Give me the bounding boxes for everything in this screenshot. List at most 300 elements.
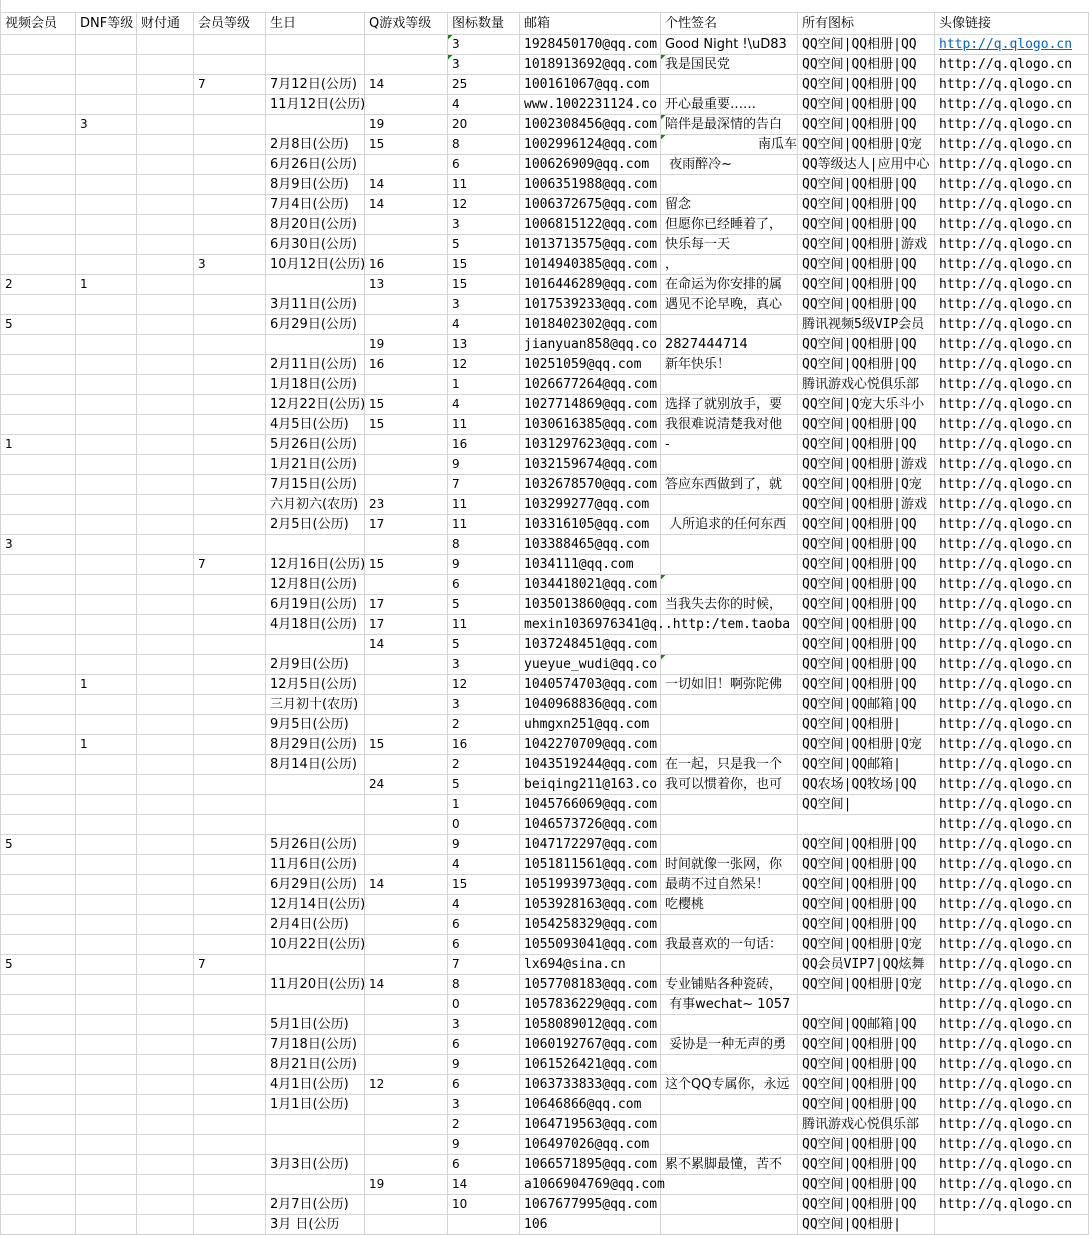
cell-icon-count[interactable]: 8 (448, 134, 520, 154)
cell-all-icons[interactable]: QQ空间|QQ相册|QQ (798, 1134, 935, 1154)
cell-icon-count[interactable]: 5 (448, 234, 520, 254)
cell-all-icons[interactable]: QQ空间|QQ相册|QQ (798, 1034, 935, 1054)
cell-icon-count[interactable]: 12 (448, 194, 520, 214)
cell-icon-count[interactable]: 9 (448, 1054, 520, 1074)
cell-birthday[interactable] (266, 334, 365, 354)
cell-avatar-link[interactable]: http://q.qlogo.cn (935, 314, 1089, 334)
cell-email[interactable]: 103388465@qq.com (520, 534, 661, 554)
cell-all-icons[interactable]: QQ空间|QQ相册|QQ (798, 514, 935, 534)
cell-email[interactable]: 1040968836@qq.com (520, 694, 661, 714)
cell-all-icons[interactable]: QQ空间|QQ相册|QQ (798, 654, 935, 674)
cell-video-vip[interactable] (1, 994, 76, 1014)
cell-all-icons[interactable]: QQ空间|QQ相册|QQ (798, 1154, 935, 1174)
cell-icon-count[interactable]: 4 (448, 314, 520, 334)
cell-icon-count[interactable]: 3 (448, 214, 520, 234)
cell-dnf-level[interactable] (76, 714, 137, 734)
cell-all-icons[interactable]: QQ空间|QQ相册|游戏 (798, 494, 935, 514)
cell-video-vip[interactable]: 3 (1, 534, 76, 554)
cell-avatar-link[interactable]: http://q.qlogo.cn (935, 774, 1089, 794)
cell-signature[interactable]: 吃樱桃 (661, 894, 798, 914)
cell-avatar-link[interactable]: http://q.qlogo.cn (935, 474, 1089, 494)
cell-all-icons[interactable]: 腾讯视频5级VIP会员 (798, 314, 935, 334)
cell-vip-level[interactable] (194, 54, 266, 74)
column-header-birthday[interactable]: 生日 (266, 12, 365, 34)
cell-avatar-link[interactable]: http://q.qlogo.cn (935, 954, 1089, 974)
cell-video-vip[interactable] (1, 414, 76, 434)
cell-signature[interactable]: 开心最重要…… (661, 94, 798, 114)
cell-birthday[interactable]: 8月14日(公历) (266, 754, 365, 774)
cell-birthday[interactable]: 2月11日(公历) (266, 354, 365, 374)
cell-tenpay[interactable] (137, 1214, 194, 1234)
cell-vip-level[interactable] (194, 214, 266, 234)
cell-dnf-level[interactable] (76, 614, 137, 634)
cell-vip-level[interactable] (194, 1134, 266, 1154)
cell-vip-level[interactable] (194, 134, 266, 154)
cell-dnf-level[interactable]: 1 (76, 274, 137, 294)
cell-qgame-level[interactable] (365, 1134, 448, 1154)
cell-icon-count[interactable]: 4 (448, 854, 520, 874)
cell-video-vip[interactable] (1, 134, 76, 154)
column-header-vip-level[interactable]: 会员等级 (194, 12, 266, 34)
cell-qgame-level[interactable] (365, 714, 448, 734)
cell-dnf-level[interactable] (76, 814, 137, 834)
cell-birthday[interactable]: 7月4日(公历) (266, 194, 365, 214)
cell-qgame-level[interactable] (365, 894, 448, 914)
cell-vip-level[interactable] (194, 1194, 266, 1214)
cell-tenpay[interactable] (137, 494, 194, 514)
cell-icon-count[interactable]: 2 (448, 1114, 520, 1134)
cell-video-vip[interactable] (1, 754, 76, 774)
cell-video-vip[interactable] (1, 814, 76, 834)
cell-qgame-level[interactable]: 19 (365, 114, 448, 134)
cell-all-icons[interactable]: QQ空间|QQ相册|QQ (798, 414, 935, 434)
cell-dnf-level[interactable] (76, 954, 137, 974)
cell-dnf-level[interactable] (76, 1014, 137, 1034)
cell-email[interactable]: 1017539233@qq.com (520, 294, 661, 314)
cell-email[interactable]: 1034418021@qq.com (520, 574, 661, 594)
cell-signature[interactable] (661, 634, 798, 654)
cell-tenpay[interactable] (137, 1194, 194, 1214)
cell-qgame-level[interactable] (365, 934, 448, 954)
cell-all-icons[interactable]: QQ空间|QQ相册|QQ (798, 594, 935, 614)
cell-vip-level[interactable] (194, 694, 266, 714)
cell-vip-level[interactable] (194, 674, 266, 694)
cell-icon-count[interactable] (448, 1214, 520, 1234)
cell-email[interactable]: 1026677264@qq.com (520, 374, 661, 394)
cell-avatar-link[interactable]: http://q.qlogo.cn (935, 94, 1089, 114)
cell-vip-level[interactable] (194, 834, 266, 854)
cell-avatar-link[interactable]: http://q.qlogo.cn (935, 294, 1089, 314)
cell-vip-level[interactable] (194, 354, 266, 374)
cell-tenpay[interactable] (137, 994, 194, 1014)
cell-video-vip[interactable] (1, 614, 76, 634)
cell-avatar-link[interactable]: http://q.qlogo.cn (935, 354, 1089, 374)
cell-birthday[interactable]: 4月18日(公历) (266, 614, 365, 634)
cell-qgame-level[interactable] (365, 154, 448, 174)
cell-dnf-level[interactable] (76, 394, 137, 414)
cell-email[interactable]: jianyuan858@qq.co (520, 334, 661, 354)
cell-qgame-level[interactable]: 12 (365, 1074, 448, 1094)
cell-email[interactable]: 1045766069@qq.com (520, 794, 661, 814)
cell-birthday[interactable]: 6月19日(公历) (266, 594, 365, 614)
cell-video-vip[interactable] (1, 594, 76, 614)
cell-birthday[interactable]: 12月16日(公历) (266, 554, 365, 574)
cell-qgame-level[interactable]: 23 (365, 494, 448, 514)
cell-all-icons[interactable]: 腾讯游戏心悦俱乐部 (798, 374, 935, 394)
cell-dnf-level[interactable] (76, 1134, 137, 1154)
cell-vip-level[interactable] (194, 1014, 266, 1034)
cell-dnf-level[interactable] (76, 694, 137, 714)
cell-birthday[interactable]: 3月3日(公历) (266, 1154, 365, 1174)
cell-signature[interactable]: 有事wechat~ 1057 (661, 994, 798, 1014)
cell-email[interactable]: 1928450170@qq.com (520, 34, 661, 54)
cell-dnf-level[interactable] (76, 794, 137, 814)
cell-dnf-level[interactable] (76, 154, 137, 174)
column-header-video-vip[interactable]: 视频会员 (1, 12, 76, 34)
cell-dnf-level[interactable] (76, 214, 137, 234)
cell-icon-count[interactable]: 9 (448, 554, 520, 574)
cell-qgame-level[interactable] (365, 1214, 448, 1234)
cell-video-vip[interactable] (1, 1134, 76, 1154)
column-header-email[interactable]: 邮箱 (520, 12, 661, 34)
cell-tenpay[interactable] (137, 674, 194, 694)
cell-vip-level[interactable] (194, 514, 266, 534)
cell-dnf-level[interactable]: 1 (76, 734, 137, 754)
cell-video-vip[interactable] (1, 1154, 76, 1174)
cell-birthday[interactable] (266, 114, 365, 134)
cell-icon-count[interactable]: 3 (448, 1094, 520, 1114)
cell-email[interactable]: 1030616385@qq.com (520, 414, 661, 434)
cell-all-icons[interactable]: QQ空间|QQ相册| (798, 1214, 935, 1234)
cell-avatar-link[interactable]: http://q.qlogo.cn (935, 614, 1089, 634)
cell-avatar-link[interactable]: http://q.qlogo.cn (935, 534, 1089, 554)
cell-tenpay[interactable] (137, 974, 194, 994)
cell-avatar-link[interactable]: http://q.qlogo.cn (935, 694, 1089, 714)
cell-video-vip[interactable] (1, 674, 76, 694)
cell-email[interactable]: 1054258329@qq.com (520, 914, 661, 934)
cell-icon-count[interactable]: 16 (448, 734, 520, 754)
cell-signature[interactable]: 最萌不过自然呆！ (661, 874, 798, 894)
cell-icon-count[interactable]: 7 (448, 474, 520, 494)
cell-dnf-level[interactable] (76, 1054, 137, 1074)
cell-vip-level[interactable] (194, 194, 266, 214)
cell-icon-count[interactable]: 15 (448, 874, 520, 894)
cell-tenpay[interactable] (137, 1094, 194, 1114)
cell-vip-level[interactable] (194, 1214, 266, 1234)
cell-tenpay[interactable] (137, 874, 194, 894)
cell-avatar-link[interactable]: http://q.qlogo.cn (935, 1134, 1089, 1154)
cell-icon-count[interactable]: 3 (448, 694, 520, 714)
cell-signature[interactable]: 留念 (661, 194, 798, 214)
cell-avatar-link[interactable]: http://q.qlogo.cn (935, 394, 1089, 414)
cell-icon-count[interactable]: 3 (448, 654, 520, 674)
cell-birthday[interactable]: 6月26日(公历) (266, 154, 365, 174)
cell-qgame-level[interactable]: 15 (365, 734, 448, 754)
cell-qgame-level[interactable]: 16 (365, 354, 448, 374)
cell-all-icons[interactable]: QQ空间|QQ相册|QQ (798, 434, 935, 454)
cell-avatar-link[interactable]: http://q.qlogo.cn (935, 234, 1089, 254)
column-header-all-icons[interactable]: 所有图标 (798, 12, 935, 34)
cell-video-vip[interactable] (1, 474, 76, 494)
cell-icon-count[interactable]: 13 (448, 334, 520, 354)
cell-all-icons[interactable]: QQ空间|QQ相册|QQ (798, 174, 935, 194)
cell-dnf-level[interactable] (76, 1194, 137, 1214)
cell-vip-level[interactable] (194, 314, 266, 334)
cell-video-vip[interactable] (1, 74, 76, 94)
cell-dnf-level[interactable] (76, 854, 137, 874)
cell-birthday[interactable]: 2月9日(公历) (266, 654, 365, 674)
cell-signature[interactable] (661, 714, 798, 734)
cell-birthday[interactable]: 11月20日(公历) (266, 974, 365, 994)
cell-signature[interactable]: 答应东西做到了，就 (661, 474, 798, 494)
cell-avatar-link[interactable]: http://q.qlogo.cn (935, 1074, 1089, 1094)
cell-qgame-level[interactable]: 17 (365, 514, 448, 534)
cell-dnf-level[interactable] (76, 554, 137, 574)
cell-icon-count[interactable]: 6 (448, 1034, 520, 1054)
cell-vip-level[interactable] (194, 814, 266, 834)
column-header-dnf-level[interactable]: DNF等级 (76, 12, 137, 34)
cell-qgame-level[interactable] (365, 454, 448, 474)
cell-email[interactable]: 1047172297@qq.com (520, 834, 661, 854)
cell-all-icons[interactable]: QQ空间|QQ相册|QQ (798, 334, 935, 354)
cell-avatar-link[interactable]: http://q.qlogo.cn (935, 634, 1089, 654)
cell-vip-level[interactable] (194, 114, 266, 134)
cell-qgame-level[interactable] (365, 854, 448, 874)
cell-video-vip[interactable] (1, 494, 76, 514)
cell-qgame-level[interactable] (365, 94, 448, 114)
cell-qgame-level[interactable] (365, 214, 448, 234)
cell-video-vip[interactable] (1, 334, 76, 354)
cell-email[interactable]: 106497026@qq.com (520, 1134, 661, 1154)
cell-all-icons[interactable]: QQ空间|QQ相册| (798, 714, 935, 734)
cell-icon-count[interactable]: 0 (448, 814, 520, 834)
cell-tenpay[interactable] (137, 414, 194, 434)
cell-avatar-link[interactable]: http://q.qlogo.cn (935, 114, 1089, 134)
cell-tenpay[interactable] (137, 654, 194, 674)
cell-icon-count[interactable]: 0 (448, 994, 520, 1014)
cell-signature[interactable] (661, 374, 798, 394)
cell-video-vip[interactable] (1, 654, 76, 674)
cell-vip-level[interactable] (194, 994, 266, 1014)
cell-avatar-link[interactable]: http://q.qlogo.cn (935, 494, 1089, 514)
cell-all-icons[interactable]: QQ农场|QQ牧场|QQ (798, 774, 935, 794)
cell-vip-level[interactable] (194, 974, 266, 994)
cell-email[interactable]: 1032159674@qq.com (520, 454, 661, 474)
cell-video-vip[interactable] (1, 1014, 76, 1034)
cell-qgame-level[interactable] (365, 1034, 448, 1054)
cell-all-icons[interactable]: QQ空间|QQ相册|QQ (798, 194, 935, 214)
cell-signature[interactable]: 在命运为你安排的属 (661, 274, 798, 294)
cell-avatar-link[interactable]: http://q.qlogo.cn (935, 514, 1089, 534)
cell-email[interactable]: yueyue_wudi@qq.co (520, 654, 661, 674)
cell-tenpay[interactable] (137, 634, 194, 654)
cell-signature[interactable] (661, 794, 798, 814)
cell-birthday[interactable]: 10月22日(公历) (266, 934, 365, 954)
cell-video-vip[interactable] (1, 974, 76, 994)
cell-qgame-level[interactable]: 24 (365, 774, 448, 794)
cell-all-icons[interactable]: QQ空间|QQ相册|QQ (798, 854, 935, 874)
cell-birthday[interactable] (266, 1134, 365, 1154)
cell-tenpay[interactable] (137, 734, 194, 754)
cell-tenpay[interactable] (137, 1054, 194, 1074)
cell-birthday[interactable]: 1月18日(公历) (266, 374, 365, 394)
cell-video-vip[interactable] (1, 1094, 76, 1114)
cell-signature[interactable]: 专业铺贴各种瓷砖， (661, 974, 798, 994)
cell-birthday[interactable]: 8月29日(公历) (266, 734, 365, 754)
cell-tenpay[interactable] (137, 194, 194, 214)
cell-signature[interactable] (661, 814, 798, 834)
cell-birthday[interactable] (266, 774, 365, 794)
cell-qgame-level[interactable]: 14 (365, 874, 448, 894)
cell-qgame-level[interactable]: 14 (365, 74, 448, 94)
cell-signature[interactable] (661, 174, 798, 194)
cell-qgame-level[interactable] (365, 434, 448, 454)
cell-icon-count[interactable]: 3 (448, 34, 520, 54)
cell-signature[interactable] (661, 1014, 798, 1034)
cell-tenpay[interactable] (137, 214, 194, 234)
cell-all-icons[interactable]: QQ空间|QQ邮箱|QQ (798, 1014, 935, 1034)
cell-all-icons[interactable]: QQ空间|QQ相册|QQ (798, 1054, 935, 1074)
cell-tenpay[interactable] (137, 774, 194, 794)
cell-icon-count[interactable]: 10 (448, 1194, 520, 1214)
cell-email[interactable]: 1027714869@qq.com (520, 394, 661, 414)
cell-video-vip[interactable] (1, 694, 76, 714)
cell-email[interactable]: 10251059@qq.com (520, 354, 661, 374)
cell-dnf-level[interactable] (76, 1154, 137, 1174)
cell-tenpay[interactable] (137, 1014, 194, 1034)
cell-dnf-level[interactable] (76, 634, 137, 654)
cell-dnf-level[interactable] (76, 474, 137, 494)
cell-video-vip[interactable] (1, 374, 76, 394)
cell-avatar-link[interactable] (935, 1214, 1089, 1234)
cell-dnf-level[interactable] (76, 234, 137, 254)
cell-avatar-link[interactable]: http://q.qlogo.cn (935, 894, 1089, 914)
cell-signature[interactable] (661, 534, 798, 554)
cell-tenpay[interactable] (137, 454, 194, 474)
cell-all-icons[interactable]: QQ空间|QQ相册|Q宠 (798, 134, 935, 154)
cell-birthday[interactable]: 12月22日(公历) (266, 394, 365, 414)
cell-qgame-level[interactable]: 19 (365, 1174, 448, 1194)
cell-tenpay[interactable] (137, 394, 194, 414)
cell-all-icons[interactable]: QQ空间|QQ相册|QQ (798, 1094, 935, 1114)
cell-avatar-link[interactable]: http://q.qlogo.cn (935, 154, 1089, 174)
cell-qgame-level[interactable] (365, 234, 448, 254)
cell-vip-level[interactable] (194, 634, 266, 654)
cell-qgame-level[interactable]: 15 (365, 554, 448, 574)
cell-all-icons[interactable]: QQ空间|QQ相册|QQ (798, 834, 935, 854)
cell-birthday[interactable] (266, 34, 365, 54)
cell-video-vip[interactable]: 5 (1, 834, 76, 854)
cell-video-vip[interactable] (1, 634, 76, 654)
cell-icon-count[interactable]: 1 (448, 794, 520, 814)
column-header-qgame-level[interactable]: Q游戏等级 (365, 12, 448, 34)
cell-vip-level[interactable] (194, 174, 266, 194)
cell-avatar-link[interactable]: http://q.qlogo.cn (935, 814, 1089, 834)
cell-icon-count[interactable]: 20 (448, 114, 520, 134)
cell-birthday[interactable] (266, 54, 365, 74)
cell-video-vip[interactable] (1, 94, 76, 114)
cell-tenpay[interactable] (137, 714, 194, 734)
cell-signature[interactable] (661, 554, 798, 574)
cell-email[interactable]: 1053928163@qq.com (520, 894, 661, 914)
cell-vip-level[interactable] (194, 1074, 266, 1094)
cell-qgame-level[interactable] (365, 954, 448, 974)
cell-vip-level[interactable] (194, 1154, 266, 1174)
cell-birthday[interactable]: 6月30日(公历) (266, 234, 365, 254)
cell-dnf-level[interactable] (76, 754, 137, 774)
cell-tenpay[interactable] (137, 274, 194, 294)
cell-qgame-level[interactable] (365, 574, 448, 594)
cell-video-vip[interactable] (1, 1034, 76, 1054)
cell-email[interactable]: 1002996124@qq.com (520, 134, 661, 154)
cell-email[interactable]: 1013713575@qq.com (520, 234, 661, 254)
cell-all-icons[interactable]: QQ空间|QQ相册|QQ (798, 354, 935, 374)
cell-icon-count[interactable]: 14 (448, 1174, 520, 1194)
cell-video-vip[interactable] (1, 854, 76, 874)
cell-tenpay[interactable] (137, 614, 194, 634)
cell-dnf-level[interactable] (76, 374, 137, 394)
cell-dnf-level[interactable] (76, 34, 137, 54)
cell-tenpay[interactable] (137, 374, 194, 394)
cell-vip-level[interactable] (194, 394, 266, 414)
cell-signature[interactable]: 我最喜欢的一句话： (661, 934, 798, 954)
cell-all-icons[interactable]: QQ空间|QQ相册|QQ (798, 1074, 935, 1094)
cell-qgame-level[interactable] (365, 1114, 448, 1134)
cell-avatar-link[interactable]: http://q.qlogo.cn (935, 34, 1089, 54)
cell-avatar-link[interactable]: http://q.qlogo.cn (935, 1014, 1089, 1034)
cell-vip-level[interactable] (194, 454, 266, 474)
cell-signature[interactable] (661, 954, 798, 974)
cell-video-vip[interactable] (1, 554, 76, 574)
cell-qgame-level[interactable] (365, 814, 448, 834)
cell-birthday[interactable]: 6月29日(公历) (266, 314, 365, 334)
cell-avatar-link[interactable]: http://q.qlogo.cn (935, 974, 1089, 994)
cell-tenpay[interactable] (137, 534, 194, 554)
cell-email[interactable]: 103299277@qq.com (520, 494, 661, 514)
cell-tenpay[interactable] (137, 854, 194, 874)
cell-vip-level[interactable] (194, 794, 266, 814)
cell-avatar-link[interactable]: http://q.qlogo.cn (935, 1034, 1089, 1054)
cell-icon-count[interactable]: 6 (448, 154, 520, 174)
cell-icon-count[interactable]: 9 (448, 834, 520, 854)
cell-tenpay[interactable] (137, 1134, 194, 1154)
cell-all-icons[interactable]: QQ空间|QQ相册|QQ (798, 214, 935, 234)
cell-vip-level[interactable] (194, 1034, 266, 1054)
cell-video-vip[interactable] (1, 1074, 76, 1094)
cell-tenpay[interactable] (137, 334, 194, 354)
cell-email[interactable]: 1006372675@qq.com (520, 194, 661, 214)
cell-email[interactable]: lx694@sina.cn (520, 954, 661, 974)
cell-vip-level[interactable]: 7 (194, 954, 266, 974)
cell-icon-count[interactable]: 6 (448, 934, 520, 954)
cell-tenpay[interactable] (137, 954, 194, 974)
cell-qgame-level[interactable] (365, 294, 448, 314)
cell-signature[interactable] (661, 614, 798, 634)
cell-all-icons[interactable]: QQ空间|QQ相册|QQ (798, 554, 935, 574)
cell-all-icons[interactable]: QQ空间|QQ相册|QQ (798, 54, 935, 74)
cell-all-icons[interactable]: QQ空间|QQ相册|Q宠 (798, 934, 935, 954)
cell-qgame-level[interactable] (365, 654, 448, 674)
cell-all-icons[interactable]: QQ空间|QQ相册|QQ (798, 1174, 935, 1194)
cell-tenpay[interactable] (137, 1074, 194, 1094)
cell-email[interactable]: 1014940385@qq.com (520, 254, 661, 274)
cell-birthday[interactable]: 12月14日(公历) (266, 894, 365, 914)
cell-avatar-link[interactable]: http://q.qlogo.cn (935, 754, 1089, 774)
cell-video-vip[interactable] (1, 1174, 76, 1194)
cell-avatar-link[interactable]: http://q.qlogo.cn (935, 134, 1089, 154)
cell-tenpay[interactable] (137, 314, 194, 334)
cell-dnf-level[interactable] (76, 54, 137, 74)
